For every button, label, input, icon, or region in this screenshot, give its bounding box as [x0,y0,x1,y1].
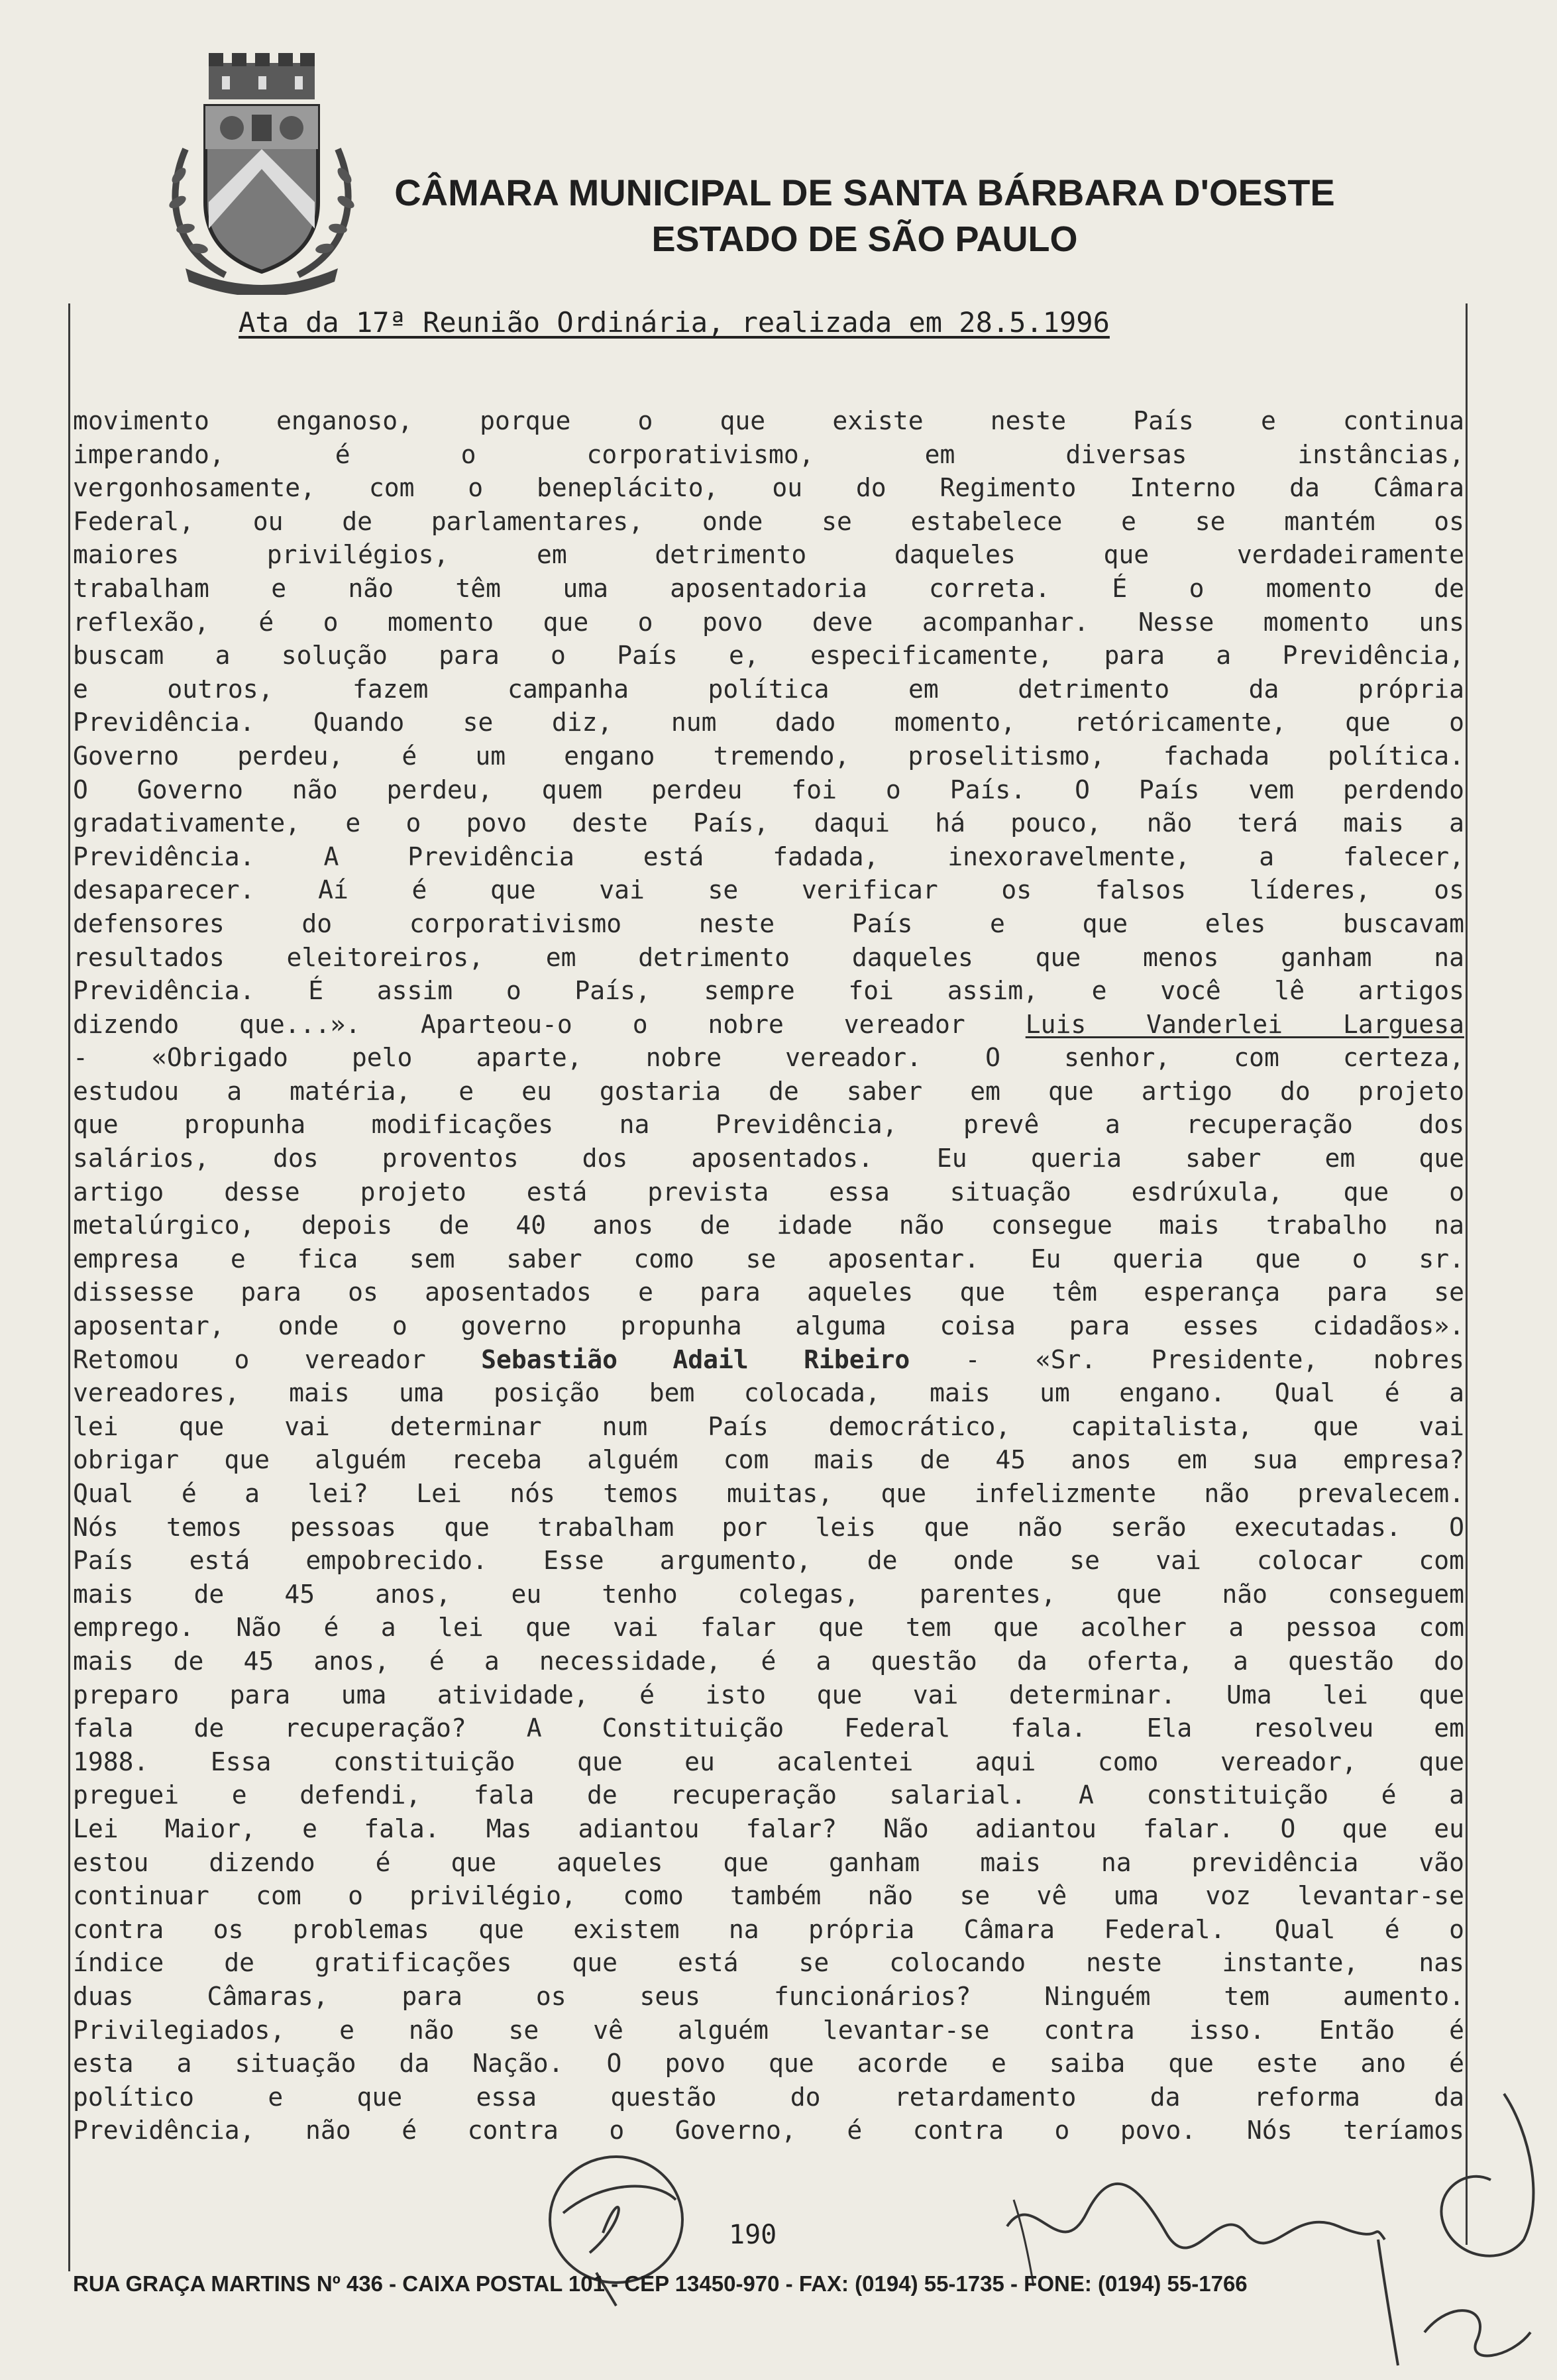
text-line: Privilegiados, e não se vê alguém levantar-se contra isso. Então é [73,2015,1464,2045]
text-line: trabalham e não têm uma aposentadoria correta. É o momento de [73,573,1464,603]
minutes-body [73,404,1464,2147]
state-name: ESTADO DE SÃO PAULO [651,219,1078,259]
left-margin-rule [68,303,70,2271]
councilor-name: Sebastião Adail Ribeiro [481,1344,910,1374]
text-line: imperando, é o corporativismo, em diversas instâncias, [73,439,1464,469]
text-line: empresa e fica sem saber como se aposentar. Eu queria que o sr. [73,1244,1464,1273]
text-line: esta a situação da Nação. O povo que acorde e saiba que este ano é [73,2049,1464,2079]
document-subtitle: Ata da 17ª Reunião Ordinária, realizada em 28.5.1996 [239,306,1110,339]
line-text: dizendo que...». Aparteou-o o nobre vereador [73,1009,1026,1039]
text-line: que propunha modificações na Previdência, prevê a recuperação dos [73,1110,1464,1140]
text-line: estou dizendo é que aqueles que ganham mais na previdência vão [73,1847,1464,1877]
text-line: continuar com o privilégio, como também não se vê uma voz levantar-se [73,1881,1464,1911]
text-line: gradativamente, e o povo deste País, daqui há pouco, não terá mais a [73,808,1464,838]
text-line [73,1343,1464,1377]
line-text: - «Sr. Presidente, nobres [910,1344,1464,1374]
text-line: Previdência. É assim o País, sempre foi assim, e você lê artigos [73,976,1464,1006]
text-line: índice de gratificações que está se colocando neste instante, nas [73,1948,1464,1978]
handwritten-signature-3 [1358,2067,1550,2372]
text-line: obrigar que alguém receba alguém com mais de 45 anos em sua empresa? [73,1445,1464,1475]
text-line: maiores privilégios, em detrimento daqueles que verdadeiramente [73,540,1464,570]
text-line: emprego. Não é a lei que vai falar que tem que acolher a pessoa com [73,1613,1464,1643]
text-line: buscam a solução para o País e, especificamente, para a Previdência, [73,641,1464,671]
text-line: preparo para uma atividade, é isto que vai determinar. Uma lei que [73,1680,1464,1709]
page-number: 190 [729,2220,777,2250]
line-text: Retomou o vereador [73,1344,482,1374]
text-line: metalúrgico, depois de 40 anos de idade não consegue mais trabalho na [73,1211,1464,1240]
text-line: salários, dos proventos dos aposentados. Eu queria saber em que [73,1144,1464,1173]
text-line: Federal, ou de parlamentares, onde se estabelece e se mantém os [73,506,1464,536]
text-line: 1988. Essa constituição que eu acalentei aqui como vereador, que [73,1747,1464,1776]
text-line: resultados eleitoreiros, em detrimento daqueles que menos ganham na [73,942,1464,972]
footer-address: RUA GRAÇA MARTINS Nº 436 - CAIXA POSTAL 101 - CEP 13450-970 - FAX: (0194) 55-1735 - FONE: (0194) 55-1766 [73,2271,1248,2296]
text-line: vereadores, mais uma posição bem colocada, mais um engano. Qual é a [73,1378,1464,1408]
text-line: desaparecer. Aí é que vai se verificar os falsos líderes, os [73,875,1464,905]
text-line: vergonhosamente, com o beneplácito, ou do Regimento Interno da Câmara [73,473,1464,503]
text-line: artigo desse projeto está prevista essa situação esdrúxula, que o [73,1177,1464,1207]
councilor-name: Luis Vanderlei Larguesa [1025,1009,1464,1039]
text-line: defensores do corporativismo neste País e que eles buscavam [73,908,1464,938]
text-line: duas Câmaras, para os seus funcionários? Ninguém tem aumento. [73,1981,1464,2011]
text-line: movimento enganoso, porque o que existe neste País e continua [73,406,1464,435]
text-line: mais de 45 anos, é a necessidade, é a questão da oferta, a questão do [73,1646,1464,1676]
text-line: mais de 45 anos, eu tenho colegas, parentes, que não conseguem [73,1579,1464,1609]
text-line: fala de recuperação? A Constituição Federal fala. Ela resolveu em [73,1713,1464,1743]
text-line: preguei e defendi, fala de recuperação salarial. A constituição é a [73,1780,1464,1810]
text-line: contra os problemas que existem na própria Câmara Federal. Qual é o [73,1914,1464,1944]
text-line: estudou a matéria, e eu gostaria de saber em que artigo do projeto [73,1076,1464,1106]
text-line: Previdência, não é contra o Governo, é contra o povo. Nós teríamos [73,2116,1464,2145]
text-line: Previdência. Quando se diz, num dado momento, retóricamente, que o [73,708,1464,737]
text-line: lei que vai determinar num País democrático, capitalista, que vai [73,1411,1464,1441]
text-line: - «Obrigado pelo aparte, nobre vereador. O senhor, com certeza, [73,1043,1464,1073]
text-line: e outros, fazem campanha política em detrimento da própria [73,674,1464,704]
text-line: Qual é a lei? Lei nós temos muitas, que infelizmente não prevalecem. [73,1479,1464,1508]
text-line [73,1008,1464,1042]
text-line: Governo perdeu, é um engano tremendo, proselitismo, fachada política. [73,741,1464,771]
text-line: País está empobrecido. Esse argumento, de onde se vai colocar com [73,1546,1464,1576]
text-line: O Governo não perdeu, quem perdeu foi o País. O País vem perdendo [73,775,1464,804]
chamber-name: CÂMARA MUNICIPAL DE SANTA BÁRBARA D'OESTE [394,172,1335,213]
text-line: dissesse para os aposentados e para aqueles que têm esperança para se [73,1277,1464,1307]
text-line: Previdência. A Previdência está fadada, inexoravelmente, a falecer, [73,841,1464,871]
text-line: aposentar, onde o governo propunha alguma coisa para esses cidadãos». [73,1311,1464,1341]
text-line: político e que essa questão do retardamento da reforma da [73,2082,1464,2112]
text-line: reflexão, é o momento que o povo deve acompanhar. Nesse momento uns [73,607,1464,637]
text-line: Lei Maior, e fala. Mas adiantou falar? Não adiantou falar. O que eu [73,1813,1464,1843]
right-margin-rule [1466,303,1468,2245]
text-line: Nós temos pessoas que trabalham por leis que não serão executadas. O [73,1512,1464,1542]
